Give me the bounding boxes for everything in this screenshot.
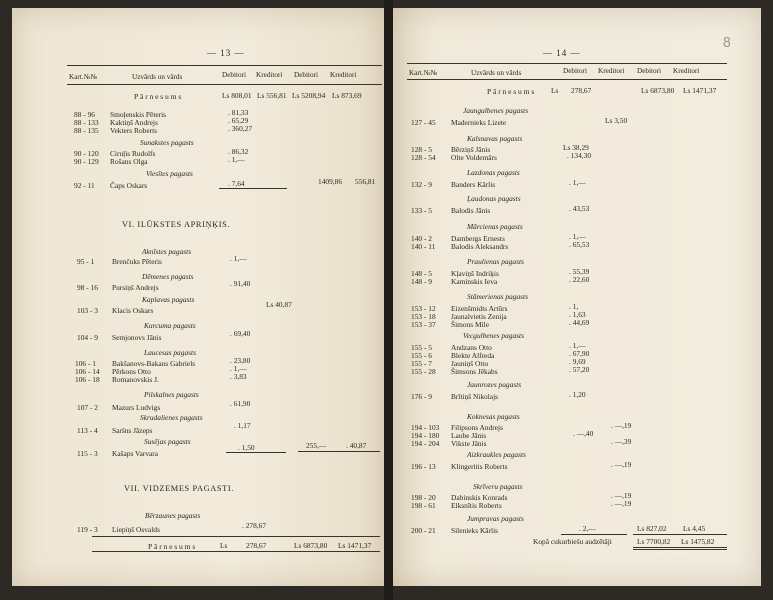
table-row: 128 - 5: [411, 145, 432, 154]
header-rule-top: [67, 65, 382, 66]
sum-rule: [219, 188, 287, 189]
table-row: 119 - 3: [77, 525, 98, 534]
table-row: 103 - 3: [77, 306, 98, 315]
table-row: 113 - 4: [77, 426, 98, 435]
col-header-name: Uzvārds un vārds: [471, 69, 522, 77]
person-name: Eizenšmidts Artūrs: [451, 304, 508, 313]
carry-value: 278,67: [246, 541, 267, 550]
person-name: Šimsons Jēkabs: [451, 367, 498, 376]
table-row: 90 - 120: [74, 149, 99, 158]
debit-value: . 91,40: [230, 279, 251, 288]
person-name: Elksnītis Roberts: [451, 501, 502, 510]
credit2-value: . 40,87: [346, 441, 367, 450]
person-name: Laube Jānis: [451, 431, 487, 440]
person-name: Saršns Jāzeps: [112, 426, 153, 435]
table-row: 88 - 96: [74, 110, 95, 119]
section-heading: Dēmenes pagasts: [142, 272, 194, 281]
person-name: Klingeritis Roberts: [451, 462, 508, 471]
person-name: Bakšanovs-Bakans Gabriels: [112, 359, 196, 368]
total-rule: [92, 551, 380, 552]
section-heading: Stāmerienas pagasts: [467, 292, 528, 301]
person-name: Balodis Aleksandrs: [451, 242, 509, 251]
table-row: 128 - 54: [411, 153, 436, 162]
table-row: 196 - 13: [411, 462, 436, 471]
person-name: Jaunalvietis Zenija: [451, 312, 507, 321]
header-rule-bottom: [67, 84, 382, 85]
table-row: 106 - 1: [75, 359, 96, 368]
table-row: 155 - 7: [411, 359, 432, 368]
section-heading: Sunakstes pagasts: [140, 138, 194, 147]
person-name: Klacis Oskars: [112, 306, 154, 315]
debit-value: . 1,—: [230, 254, 247, 263]
debit-value: . 1,: [569, 302, 579, 311]
person-name: Vikste Jānis: [451, 439, 487, 448]
header-rule-bottom: [407, 79, 727, 80]
table-row: 200 - 21: [411, 526, 436, 535]
section-heading: Laucesas pagasts: [144, 348, 196, 357]
table-row: 153 - 12: [411, 304, 436, 313]
person-name: Banders Kārlis: [451, 180, 496, 189]
table-row: 198 - 20: [411, 493, 436, 502]
table-row: 198 - 61: [411, 501, 436, 510]
person-name: Brenčuks Pēteris: [112, 257, 162, 266]
col-header-debit1: Debitori: [222, 71, 246, 79]
debit-value: . 1,50: [238, 443, 255, 452]
debit-value: . 67,90: [569, 349, 590, 358]
sum-rule: [226, 452, 286, 453]
credit-value: Ls 3,50: [605, 116, 628, 125]
table-row: 104 - 9: [77, 333, 98, 342]
book-spine: [384, 0, 393, 600]
col-header-credit1: Kreditori: [256, 71, 283, 79]
section-heading: Aknīstes pagasts: [142, 247, 192, 256]
section-heading: Jumpravas pagasts: [467, 514, 524, 523]
col-header-name: Uzvārds un vārds: [132, 73, 183, 81]
debit2-value: 255,—: [306, 441, 327, 450]
sum-rule: [561, 534, 627, 535]
total-rule: [633, 547, 727, 548]
person-name: Dambergs Ernests: [451, 234, 505, 243]
col-header-credit2: Kreditori: [673, 67, 700, 75]
section-heading: Mārcienas pagasts: [467, 222, 523, 231]
person-name: Kašaps Varvara: [112, 449, 159, 458]
section-heading: Jaunrozes pagasts: [467, 380, 522, 389]
person-name: Smoļenskis Pēteris: [110, 110, 167, 119]
sum-rule: [298, 451, 380, 452]
right-page: [393, 8, 761, 586]
credit-value: . —,19: [611, 460, 632, 469]
person-name: Jauniņš Otto: [451, 359, 489, 368]
table-row: 194 - 180: [411, 431, 440, 440]
person-name: Pērkons Otto: [112, 367, 151, 376]
table-row: 148 - 9: [411, 277, 432, 286]
debit-value: . 1,—: [569, 341, 586, 350]
person-name: Čaps Oskars: [110, 181, 148, 190]
carry-value: Ls 6873,80: [641, 86, 675, 95]
person-name: Andzans Otto: [451, 343, 492, 352]
chapter-heading: VII. VIDZEMES PAGASTI.: [124, 484, 234, 493]
person-name: Ciruļis Rudolfs: [110, 149, 156, 158]
person-name: Liepiņš Osvalds: [112, 525, 160, 534]
table-row: 106 - 18: [75, 375, 100, 384]
carry-value: 278,67: [571, 86, 592, 95]
debit-value: . 3,83: [230, 372, 247, 381]
debit-value: . 57,20: [569, 365, 590, 374]
section-heading: Bērzaunes pagasts: [145, 511, 201, 520]
section-heading: Kalsnavas pagasts: [467, 134, 523, 143]
person-name: Blekte Alfreda: [451, 351, 495, 360]
header-rule-top: [407, 63, 727, 64]
credit-value: . —,19: [611, 421, 632, 430]
table-row: 140 - 11: [411, 242, 436, 251]
table-row: 153 - 18: [411, 312, 436, 321]
person-name: Olte Voldemārs: [451, 153, 497, 162]
section-heading: Aizkraukles pagasts: [467, 450, 526, 459]
person-name: Šimons Mile: [451, 320, 489, 329]
debit-value: . 1,—: [569, 232, 586, 241]
debit-value: . 1,17: [234, 421, 251, 430]
table-row: 132 - 9: [411, 180, 432, 189]
section-heading: Lazdonas pagasts: [467, 168, 520, 177]
person-name: Balodis Jānis: [451, 206, 491, 215]
credit2-value: Ls 4,45: [683, 524, 706, 533]
table-row: 88 - 133: [74, 118, 99, 127]
section-heading: Kurcuma pagasts: [144, 321, 196, 330]
carry-value: Ls 1471,37: [683, 86, 717, 95]
col-header-kart: Kart.№№: [409, 69, 438, 77]
person-name: Kļaviņš Indriķis: [451, 269, 499, 278]
col-header-debit1: Debitori: [563, 67, 587, 75]
credit-value: . —,19: [611, 491, 632, 500]
total-rule: [633, 549, 727, 550]
debit-value: . 1,—: [569, 178, 586, 187]
debit-value: . 86,32: [228, 147, 249, 156]
currency-label: Ls: [220, 541, 228, 550]
total-label: Kopā cukurbiešu audzētāji: [533, 537, 612, 546]
section-heading: Vecgulbenes pagasts: [463, 331, 524, 340]
debit-value: . 9,69: [569, 357, 586, 366]
section-heading: Pilskalnes pagasts: [144, 390, 199, 399]
page-number: — 13 —: [207, 48, 245, 58]
section-heading: Susējas pagasts: [144, 437, 191, 446]
person-name: Vekters Roberts: [110, 126, 158, 135]
person-name: Kaminskis Ieva: [451, 277, 498, 286]
debit-value: . 1,20: [569, 390, 586, 399]
table-row: 90 - 129: [74, 157, 99, 166]
debit-value: . 69,40: [230, 329, 251, 338]
table-row: 107 - 2: [77, 403, 98, 412]
person-name: Silenieks Kārlis: [451, 526, 499, 535]
debit2-value: Ls 827,02: [637, 524, 667, 533]
person-name: Filipsons Andrejs: [451, 423, 503, 432]
debit-value: . 134,30: [567, 151, 592, 160]
table-row: 115 - 3: [77, 449, 98, 458]
table-row: 155 - 6: [411, 351, 432, 360]
debit-value: . 22,60: [569, 275, 590, 284]
debit-value: . 44,69: [569, 318, 590, 327]
person-name: Kaktiņš Andrejs: [110, 118, 158, 127]
col-header-credit2: Kreditori: [330, 71, 357, 79]
table-row: 106 - 14: [75, 367, 100, 376]
col-header-debit2: Debitori: [637, 67, 661, 75]
total-value: Ls 1475,82: [681, 537, 715, 546]
col-header-credit1: Kreditori: [598, 67, 625, 75]
credit2-value: 556,81: [355, 177, 376, 186]
credit-value: Ls 40,87: [266, 300, 292, 309]
credit-value: . —,39: [611, 437, 632, 446]
sum-rule: [633, 534, 727, 535]
total-value: Ls 7700,82: [637, 537, 671, 546]
debit-value: . 23,80: [230, 356, 251, 365]
table-row: 127 - 45: [411, 118, 436, 127]
table-row: 155 - 28: [411, 367, 436, 376]
debit-value: . 2,—: [579, 524, 596, 533]
debit-value: . 55,39: [569, 267, 590, 276]
person-name: Semjonovs Jānis: [112, 333, 162, 342]
table-row: 148 - 5: [411, 269, 432, 278]
carry-value: Ls 873,69: [332, 91, 362, 100]
person-name: Pursiņš Andrejs: [112, 283, 159, 292]
carry-value: Ls 5208,94: [292, 91, 326, 100]
page-number: — 14 —: [543, 48, 581, 58]
debit2-value: 1409,86: [318, 177, 343, 186]
table-row: 194 - 204: [411, 439, 440, 448]
person-name: Mazurs Ludvigs: [112, 403, 161, 412]
section-heading: Koknesas pagasts: [467, 412, 520, 421]
section-heading: Jaungulbenes pagasts: [463, 106, 529, 115]
table-row: 88 - 135: [74, 126, 99, 135]
debit-value: . 360,27: [228, 124, 253, 133]
carry-value: Ls 808,01: [222, 91, 252, 100]
section-heading: Kaplavas pagasts: [142, 295, 195, 304]
section-heading: Praulienas pagasts: [467, 257, 524, 266]
debit-value: . 43,53: [569, 204, 590, 213]
debit-value: . 7,64: [228, 179, 245, 188]
debit-value: . 1,63: [569, 310, 586, 319]
carry-value: Ls 556,81: [257, 91, 287, 100]
person-name: Rošans Olga: [110, 157, 148, 166]
debit-value: . 278,67: [242, 521, 267, 530]
person-name: Madernieks Lizete: [451, 118, 507, 127]
table-row: 140 - 2: [411, 234, 432, 243]
table-row: 95 - 1: [77, 257, 95, 266]
left-page: [12, 8, 384, 586]
total-rule: [92, 536, 380, 537]
carry-value: Ls 1471,37: [338, 541, 372, 550]
debit-value: . 65,29: [228, 116, 249, 125]
debit-value: . 65,53: [569, 240, 590, 249]
person-name: Romanovskis J.: [112, 375, 159, 384]
person-name: Bērziņš Jānis: [451, 145, 491, 154]
pencil-mark: 8: [722, 36, 731, 51]
debit-value: . 61,90: [230, 399, 251, 408]
section-heading: Skrīveru pagasts: [473, 482, 523, 491]
carry-label: Pārnesums: [487, 87, 537, 96]
debit-value: . 1,—: [228, 155, 245, 164]
table-row: 92 - 11: [74, 181, 95, 190]
section-heading: Ļaudonas pagasts: [467, 194, 521, 203]
table-row: 153 - 37: [411, 320, 436, 329]
table-row: 155 - 5: [411, 343, 432, 352]
carry-label: Pārnesums: [148, 542, 198, 551]
table-row: 98 - 16: [77, 283, 98, 292]
person-name: Dabinskis Konrads: [451, 493, 508, 502]
col-header-debit2: Debitori: [294, 71, 318, 79]
section-heading: Viesītes pagasts: [146, 169, 193, 178]
debit-value: Ls 38,29: [563, 143, 589, 152]
credit-value: . —,19: [611, 499, 632, 508]
person-name: Brītiņš Nikolajs: [451, 392, 499, 401]
carry-value: Ls 6873,80: [294, 541, 328, 550]
table-row: 194 - 103: [411, 423, 440, 432]
table-row: 133 - 5: [411, 206, 432, 215]
section-heading: Skrudalienes pagasts: [140, 413, 203, 422]
chapter-heading: VI. ILŪKSTES APRIŅĶIS.: [122, 220, 231, 229]
carry-label: Pārnesums: [134, 92, 184, 101]
debit-value: . 1,—: [230, 364, 247, 373]
currency-label: Ls: [551, 86, 559, 95]
table-row: 176 - 9: [411, 392, 432, 401]
col-header-kart: Kart.№№: [69, 73, 98, 81]
debit-value: . 81,33: [228, 108, 249, 117]
debit-value: . —,40: [573, 429, 594, 438]
